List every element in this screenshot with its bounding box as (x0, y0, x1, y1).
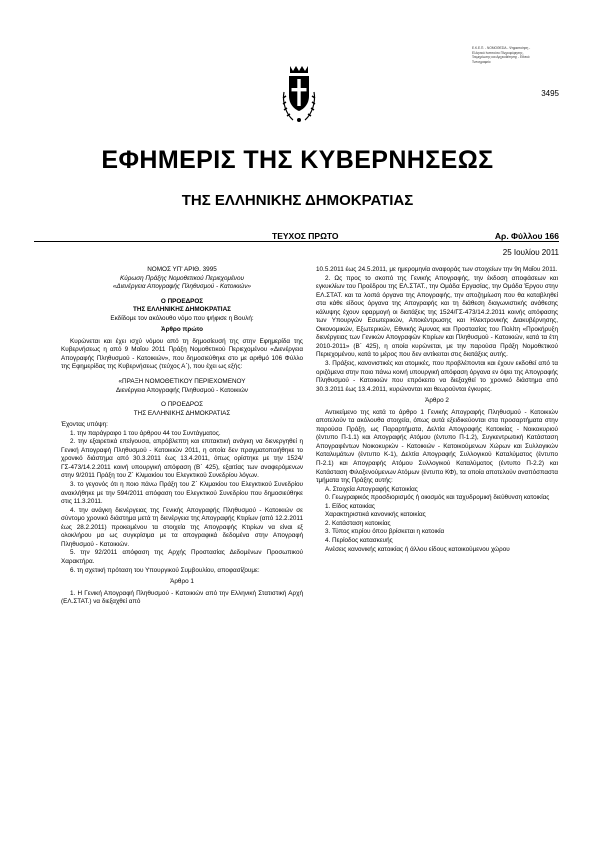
law-subtitle: Κύρωση Πράξης Νομοθετικού Περιεχομένου (119, 274, 244, 282)
sheet-number: Αρ. Φύλλου 166 (494, 231, 559, 241)
list-item: 6. τη σχετική πρόταση του Υπουργικού Συμβουλίου, αποφασίζουμε: (70, 566, 260, 574)
greek-coat-of-arms-icon (280, 62, 318, 124)
act-title: Διενέργεια Απογραφής Πληθυσμού - Κατοικιών (116, 386, 248, 394)
president-heading: ΤΗΣ ΕΛΛΗΝΙΚΗΣ ΔΗΜΟΚΡΑΤΙΑΣ (133, 306, 231, 314)
paragraph: 1. Η Γενική Απογραφή Πληθυσμού - Κατοικιών από την Ελληνική Στατιστική Αρχή (ΕΛ.ΣΤΑΤ.) να διεξαχθεί από (61, 589, 303, 606)
header-divider (34, 241, 559, 242)
paragraph: Αντικείμενο της κατά το άρθρο 1 Γενικής Απογραφής Πληθυσμού - Κατοικιών αποτελούν τα ακόλουθα στοιχεία, όπως αυτά εξειδικεύονται στα προσαρτήματα στην παρούσα Πράξη, ως Παραρτήματα, Δελτία Απογραφής Κατοικίας - Νοικοκυριού (έντυπο Π-1.1) και Απογραφής Ατόμου (έντυπο Π-1.2), Συγκεντρωτική Κατάσταση Απογραφέντων Νοικοκυριών - Κατοικιών - Κατοικούμενων Χώρων και Συλλογικών Καταλυμάτων (έντυπο Κ-1), Δελτία Απογραφής Συλλογικού Καταλύματος (έντυπο Π-2.1) και Απογραφής Ατόμου Συλλογικού Καταλύματος (έντυπο Π-2.2) και Κατάσταση Φιλοξενούμενων Ατόμων (έντυπο ΚΦ), τα οποία αποτελούν αναπόσπαστα τμήματα της Πράξης αυτής: (316, 408, 558, 485)
list-item: Ανέσεις κανονικής κατοικίας ή άλλου είδους κατοικούμενου χώρου (325, 545, 510, 553)
left-column (61, 266, 303, 607)
president-heading: Ο ΠΡΟΕΔΡΟΣ (161, 401, 203, 409)
list-item: 3. Τύπος κτιρίου όπου βρίσκεται η κατοικία (325, 528, 445, 536)
law-subtitle: «Διενέργεια Απογραφής Πληθυσμού - Κατοικιών» (112, 283, 252, 291)
publisher-note: Ε.Κ.Ε.Π. - ΝΟΜΟΘΕΣΙΑ - Ψηφιοποίηση - Ελληνικό Ινστιτούτο Πληροφόρησης, Τεκμηρίωσης και Αρχειοθέτησης - Εθνικό Τυπογραφείο (472, 46, 531, 64)
article-heading: Άρθρο 1 (170, 578, 194, 586)
list-item: Α. Στοιχεία Απογραφής Κατοικίας (325, 485, 418, 493)
list-item: 0. Γεωγραφικός προσδιορισμός ή οικισμός και ταχυδρομική διεύθυνση κατοικίας (325, 494, 550, 502)
list-item: Χαρακτηριστικά κανονικής κατοικίας (325, 511, 426, 519)
list-item: 1. Είδος κατοικίας (325, 502, 375, 510)
right-column (316, 266, 558, 554)
paragraph: 2. Ως προς το σκοπό της Γενικής Απογραφής, την έκδοση αποφάσεων και εγκυκλίων του Προέδρου της ΕΛ.ΣΤΑΤ., την Ομάδα Εργασίας, την Ομάδα Έργου στην ΕΛ.ΣΤΑΤ. και τα λοιπά όργανα της Απογραφής, την αποζημίωση που θα καταβληθεί στα κάθε είδους όργανα της Απογραφής και τη διάθεση διαγωνιστικής ανάθεσης κάλυψης έχουν εφαρμογή οι διατάξεις της 1524/ΓΣ-473/14.2.2011 κοινής απόφασης των Υπουργών Εσωτερικών, Αποκέντρωσης και Ηλεκτρονικής Διακυβέρνησης, Οικονομικών, Εξωτερικών, Εθνικής Άμυνας και Προστασίας του Πολίτη «Προκήρυξη διενέργειας των Γενικών Απογραφών Κτιρίων και Πληθυσμού - Κατοικιών, κατά τα έτη 2010-2011» (Β΄ 425), η οποία κυρώνεται, με την παρούσα Πράξη Νομοθετικού Περιεχομένου, κατά το μέρος που δεν αντίκειται στις διατάξεις αυτής. (316, 274, 558, 359)
article-heading: Άρθρο 2 (425, 397, 449, 405)
list-item: 4. την ανάγκη διενέργειας της Γενικής Απογραφής Πληθυσμού - Κατοικιών σε σύντομο χρονικό διάστημα μετά τη διενέργεια της Απογραφής Κτιρίων (από 12.2.2011 έως 28.2.2011) προκειμένου τα στοιχεία της Απογραφής Κτιρίων να είναι εξ ολοκλήρου μα ως συγκρίσιμα με τα απογραφικά δεδομένα στην Απογραφή Πληθυσμού - Κατοικιών. (61, 506, 303, 548)
issue-statement: Εκδίδομε τον ακόλουθο νόμο που ψήφισε η Βουλή: (110, 314, 254, 322)
list-item: 1. την παράγραφο 1 του άρθρου 44 του Συντάγματος. (70, 429, 221, 437)
list-item: 2. την εξαιρετικά επείγουσα, απρόβλεπτη και επιτακτική ανάγκη να διενεργηθεί η Γενική Απογραφή Πληθυσμού - Κατοικιών 2011, η οποία δεν πραγματοποιήθηκε το χρονικό διάστημα από 30.3.2011 έως 13.4.2011, όπως ορίστηκε με την 1524/ΓΣ-473/14.2.2011 κοινή υπουργική απόφαση (Β΄ 425), εξαιτίας των αναφερόμενων στην 9/2011 Πράξη του Ζ΄ Κλιμακίου του Ελεγκτικού Συνεδρίου λόγων. (61, 438, 303, 480)
list-item: 4. Περίοδος κατασκευής (325, 536, 393, 544)
gazette-subtitle: ΤΗΣ ΕΛΛΗΝΙΚΗΣ ΔΗΜΟΚΡΑΤΙΑΣ (181, 192, 414, 209)
issue-date: 25 Ιουλίου 2011 (502, 248, 559, 257)
paragraph: 10.5.2011 έως 24.5.2011, με ημερομηνία αναφοράς των στοιχείων την 9η Μαΐου 2011. (316, 266, 558, 273)
act-title: «ΠΡΑΞΗ ΝΟΜΟΘΕΤΙΚΟΥ ΠΕΡΙΕΧΟΜΕΝΟΥ (118, 378, 246, 386)
issue-label: ΤΕΥΧΟΣ ΠΡΩΤΟ (272, 231, 339, 241)
list-item: 3. το γεγονός ότι η ποιο πάνω Πράξη του Ζ΄ Κλιμακίου του Ελεγκτικού Συνεδρίου ανακλήθηκε με την 594/2011 απόφαση του Ελεγκτικού Συνεδρίου που δημοσιεύθηκε στις 11.3.2011. (61, 481, 303, 506)
president-heading: ΤΗΣ ΕΛΛΗΝΙΚΗΣ ΔΗΜΟΚΡΑΤΙΑΣ (133, 409, 231, 417)
list-item: 5. την 92/2011 απόφαση της Αρχής Προστασίας Δεδομένων Προσωπικού Χαρακτήρα. (61, 549, 303, 565)
article-heading: Άρθρο πρώτο (161, 326, 203, 334)
paragraph: Έχοντας υπόψη: (61, 421, 108, 429)
president-heading: Ο ΠΡΟΕΔΡΟΣ (160, 297, 204, 305)
paragraph: 3. Πράξεις, κανονιστικές και ατομικές, που προβλέπονται και έχουν εκδοθεί από τα οριζόμενα στην ποιο πάνω κοινή υπουργική απόφαση όργανα εν όψει της Απογραφής Πληθυσμού - Κατοικιών που επρόκειτο να διεξαχθεί το χρονικό διάστημα από 30.3.2011 έως 13.4.2011, κυρώνονται και θεωρούνται έγκυρες. (316, 360, 558, 393)
page-number: 3495 (541, 89, 559, 98)
paragraph: Κυρώνεται και έχει ισχύ νόμου από τη δημοσίευσή της στην Εφημερίδα της Κυβερνήσεως η από 9 Μαΐου 2011 Πράξη Νομοθετικού Περιεχομένου «Διενέργεια Απογραφής Πληθυσμού - Κατοικιών», που δημοσιεύθηκε στο με αριθμό 106 Φύλλο της Εφημερίδας της Κυβερνήσεως (τεύχος Α΄), που έχει ως εξής: (61, 337, 303, 371)
gazette-title: ΕΦΗΜΕΡΙΣ ΤΗΣ ΚΥΒΕΡΝΗΣΕΩΣ (101, 146, 494, 174)
law-title: ΝΟΜΟΣ ΥΠ' ΑΡΙΘ. 3995 (147, 266, 217, 273)
list-item: 2. Κατάσταση κατοικίας (325, 519, 391, 527)
